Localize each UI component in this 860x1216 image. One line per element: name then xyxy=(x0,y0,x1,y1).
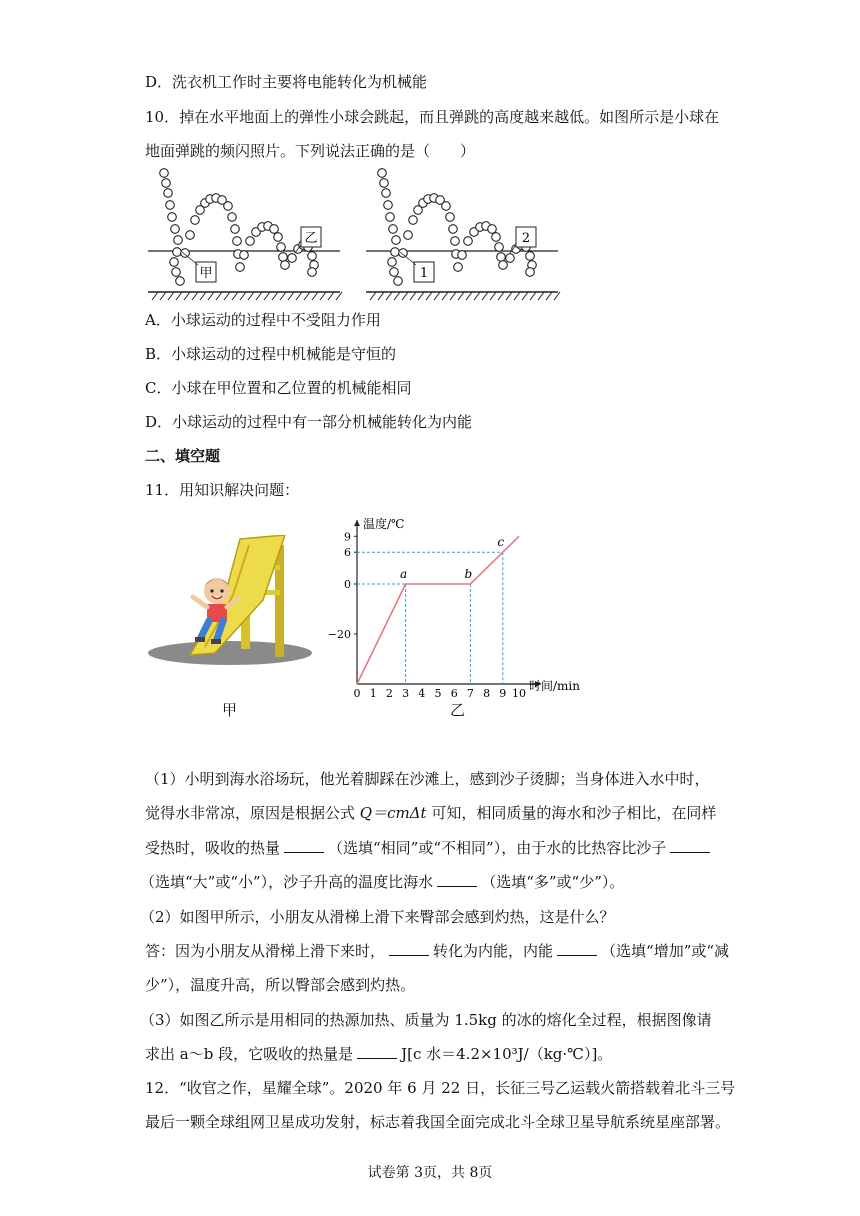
ball xyxy=(409,216,418,225)
ball xyxy=(173,248,182,257)
ground-hatch xyxy=(336,292,342,300)
ball xyxy=(308,252,317,261)
bouncing-ball-figures xyxy=(140,165,570,300)
ground-hatch xyxy=(184,292,190,300)
q11-stem: 11．用知识解决问题： xyxy=(145,481,300,499)
ground-hatch xyxy=(304,292,310,300)
ball xyxy=(166,201,175,210)
ball xyxy=(174,236,183,245)
ground-hatch xyxy=(530,292,536,300)
q12-line2: 最后一颗全球组网卫星成功发射，标志着我国全面完成北斗全球卫星导航系统星座部署。 xyxy=(145,1113,731,1131)
answer-blank-1[interactable] xyxy=(284,838,324,853)
q10-stem-line2: 地面弹跳的频闪照片。下列说法正确的是（ ） xyxy=(145,142,476,160)
ball xyxy=(506,254,515,263)
q11-p3-line2: 求出 a～b 段，它吸收的热量是 J[c 水＝4.2×10³J/（kg·℃）]。 xyxy=(145,1045,613,1063)
ball xyxy=(172,268,181,277)
ground-hatch xyxy=(152,292,158,300)
ball xyxy=(451,237,460,246)
q9-option-d: D．洗衣机工作时主要将电能转化为机械能 xyxy=(145,73,428,91)
y-tick-label: 9 xyxy=(344,530,351,544)
x-tick-label: 2 xyxy=(385,687,393,700)
ball xyxy=(495,243,504,252)
ground-hatch xyxy=(320,292,326,300)
ball xyxy=(233,237,242,246)
bouncing-ball-figure-right xyxy=(366,169,560,300)
ball xyxy=(526,252,535,261)
ball xyxy=(380,179,389,188)
x-tick-label: 4 xyxy=(418,687,426,700)
ball xyxy=(404,231,413,240)
ball xyxy=(228,213,237,222)
x-tick-label: 1 xyxy=(369,687,377,700)
ground-hatch xyxy=(482,292,488,300)
ball xyxy=(458,251,467,260)
ball xyxy=(176,277,185,286)
q10-option-c: C．小球在甲位置和乙位置的机械能相同 xyxy=(145,379,412,397)
ball xyxy=(378,169,387,178)
ball xyxy=(308,268,317,277)
q10-option-b: B．小球运动的过程中机械能是守恒的 xyxy=(145,345,397,363)
ground-hatch xyxy=(378,292,384,300)
ball xyxy=(389,225,398,234)
ground-hatch xyxy=(418,292,424,300)
ground-hatch xyxy=(506,292,512,300)
page-footer: 试卷第 3页，共 8页 xyxy=(367,1165,493,1181)
ball xyxy=(160,169,169,178)
q11-p1-line3: 受热时，吸收的热量 （选填“相同”或“不相同”），由于水的比热容比沙子 xyxy=(145,838,714,858)
ground-hatch xyxy=(192,292,198,300)
ball xyxy=(171,225,180,234)
ground-hatch xyxy=(546,292,552,300)
ball xyxy=(281,261,290,270)
formula: Q＝cmΔt xyxy=(359,804,427,822)
ball xyxy=(186,231,195,240)
ground-hatch xyxy=(208,292,214,300)
ball xyxy=(488,225,497,234)
q10-stem-line1: 10．掉在水平地面上的弹性小球会跳起，而且弹跳的高度越来越低。如图所示是小球在 xyxy=(145,108,720,126)
label-yi: 乙 xyxy=(304,231,318,246)
y-tick-label: 6 xyxy=(344,546,351,560)
ground-hatch xyxy=(240,292,246,300)
ground-hatch xyxy=(450,292,456,300)
ball xyxy=(382,189,391,198)
ground-hatch xyxy=(224,292,230,300)
x-tick-label: 10 xyxy=(512,687,526,700)
ground-hatch xyxy=(256,292,262,300)
ground-hatch xyxy=(426,292,432,300)
ball xyxy=(392,236,401,245)
ball xyxy=(240,251,249,260)
answer-blank-3[interactable] xyxy=(437,872,477,887)
x-tick-label: 7 xyxy=(466,687,474,700)
answer-blank-5[interactable] xyxy=(557,941,597,956)
answer-blank-2[interactable] xyxy=(670,838,710,853)
ground-hatch xyxy=(434,292,440,300)
x-tick-label: 8 xyxy=(483,687,491,700)
ground-hatch xyxy=(200,292,206,300)
ground-hatch xyxy=(216,292,222,300)
ground-hatch xyxy=(402,292,408,300)
temperature-chart xyxy=(325,512,615,702)
ground-hatch xyxy=(168,292,174,300)
ball xyxy=(449,225,458,234)
q10-option-d: D．小球运动的过程中有一部分机械能转化为内能 xyxy=(145,413,473,431)
ground-hatch xyxy=(522,292,528,300)
y-tick-label: 0 xyxy=(344,578,351,591)
ball xyxy=(454,263,463,272)
x-tick-label: 6 xyxy=(450,687,458,700)
temperature-line xyxy=(357,536,519,684)
ball xyxy=(191,216,200,225)
ball xyxy=(231,225,240,234)
x-tick-label: 9 xyxy=(499,687,507,700)
bouncing-ball-figure-left xyxy=(148,169,342,300)
label-jia: 甲 xyxy=(199,266,213,281)
q11-p2-line1: （2）如图甲所示，小朋友从滑梯上滑下来臀部会感到灼热，这是什么？ xyxy=(140,908,615,926)
q11-p1-line4: （选填“大”或“小”），沙子升高的温度比海水 （选填“多”或“少”）。 xyxy=(140,873,625,891)
slide-illustration xyxy=(145,535,315,670)
ground-hatch xyxy=(280,292,286,300)
ball xyxy=(442,202,451,211)
ground-hatch xyxy=(554,292,560,300)
label-1: 1 xyxy=(419,266,429,281)
ground-hatch xyxy=(312,292,318,300)
ground-hatch xyxy=(442,292,448,300)
ball xyxy=(390,268,399,277)
ball xyxy=(279,253,288,262)
ball xyxy=(388,258,397,267)
ball xyxy=(386,213,395,222)
x-tick-label: 5 xyxy=(434,687,442,700)
x-tick-label: 0 xyxy=(353,687,361,700)
ball xyxy=(224,202,233,211)
ball xyxy=(394,277,403,286)
fig-yi-caption: 乙 xyxy=(450,701,466,719)
q11-p3-line1: （3）如图乙所示是用相同的热源加热、质量为 1.5kg 的冰的熔化全过程，根据图像请 xyxy=(140,1011,712,1029)
ball xyxy=(526,268,535,277)
section-heading: 二、填空题 xyxy=(145,447,221,465)
ground-hatch xyxy=(538,292,544,300)
y-axis-label: 温度/℃ xyxy=(363,517,405,531)
x-axis-label: 时间/min xyxy=(529,679,580,693)
q11-p2-line3: 少”），温度升高，所以臀部会感到灼热。 xyxy=(145,976,416,994)
ball xyxy=(497,253,506,262)
ball xyxy=(162,179,171,188)
ball xyxy=(288,254,297,263)
ball xyxy=(164,189,173,198)
ball xyxy=(399,249,408,258)
q11-p1-line2: 觉得水非常凉，原因是根据公式 Q＝cmΔt 可知，相同质量的海水和沙子相比，在同样 xyxy=(145,804,717,822)
ground-hatch xyxy=(514,292,520,300)
ball xyxy=(236,263,245,272)
point-label-b: b xyxy=(464,567,473,581)
ball xyxy=(168,213,177,222)
ground-hatch xyxy=(160,292,166,300)
ground-hatch xyxy=(394,292,400,300)
ball xyxy=(181,249,190,258)
ground-hatch xyxy=(248,292,254,300)
answer-blank-4[interactable] xyxy=(389,941,429,956)
y-tick-label: −20 xyxy=(327,628,351,641)
ground-hatch xyxy=(386,292,392,300)
answer-blank-6[interactable] xyxy=(357,1044,397,1059)
ground-hatch xyxy=(328,292,334,300)
x-tick-label: 3 xyxy=(402,687,410,700)
point-label-a: a xyxy=(400,567,408,581)
ground-hatch xyxy=(288,292,294,300)
ball xyxy=(170,258,179,267)
ground-hatch xyxy=(370,292,376,300)
ball xyxy=(446,213,455,222)
y-axis-arrow xyxy=(354,520,360,526)
ground-hatch xyxy=(490,292,496,300)
ground-hatch xyxy=(474,292,480,300)
q12-line1: 12．“收官之作，星耀全球”。2020 年 6 月 22 日，长征三号乙运载火箭搭载着北斗三号 xyxy=(145,1079,736,1097)
ground-hatch xyxy=(498,292,504,300)
ball xyxy=(246,237,255,246)
point-label-c: c xyxy=(497,535,505,550)
fig-jia-caption: 甲 xyxy=(222,701,238,719)
ball xyxy=(274,233,283,242)
ground-hatch xyxy=(176,292,182,300)
label-2: 2 xyxy=(521,231,531,246)
ball xyxy=(499,261,508,270)
ball xyxy=(464,237,473,246)
ground-hatch xyxy=(296,292,302,300)
ball xyxy=(270,225,279,234)
ground-hatch xyxy=(410,292,416,300)
ground-hatch xyxy=(458,292,464,300)
ground-hatch xyxy=(272,292,278,300)
ball xyxy=(384,201,393,210)
q10-option-a: A．小球运动的过程中不受阻力作用 xyxy=(145,311,381,329)
q11-p2-line2: 答：因为小朋友从滑梯上滑下来时， 转化为内能，内能 （选填“增加”或“减 xyxy=(145,942,730,960)
ball xyxy=(492,233,501,242)
ground-hatch xyxy=(264,292,270,300)
q11-p1-line1: （1）小明到海水浴场玩，他光着脚踩在沙滩上，感到沙子烫脚；当身体进入水中时， xyxy=(145,770,710,788)
ball xyxy=(277,243,286,252)
ground-hatch xyxy=(466,292,472,300)
ground-hatch xyxy=(232,292,238,300)
ball xyxy=(391,248,400,257)
